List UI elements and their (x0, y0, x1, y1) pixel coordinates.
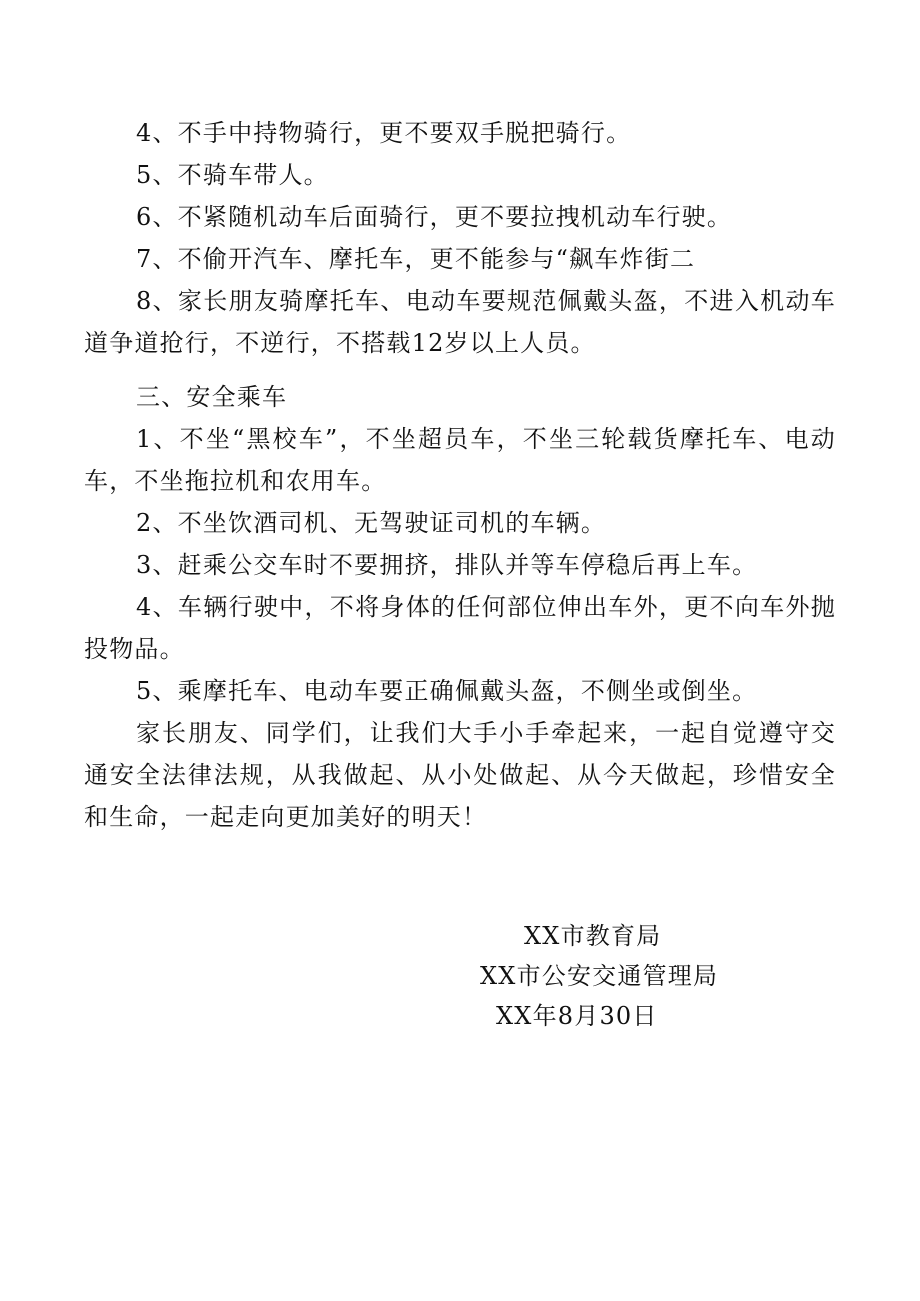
list-item: 5、不骑车带人。 (136, 161, 329, 189)
signature-org-traffic-bureau: XX市公安交通管理局 (480, 962, 719, 990)
document-body (84, 112, 836, 838)
list-item: 3、赶乘公交车时不要拥挤，排队并等车停稳后再上车。 (136, 551, 758, 579)
list-item: 2、不坐饮酒司机、无驾驶证司机的车辆。 (136, 509, 607, 537)
signature-org-education-bureau: XX市教育局 (524, 922, 662, 950)
list-item: 5、乘摩托车、电动车要正确佩戴头盔，不侧坐或倒坐。 (136, 677, 758, 705)
closing-paragraph: 家长朋友、同学们，让我们大手小手牵起来，一起自觉遵守交通安全法律法规，从我做起、从小处做起、从今天做起，珍惜安全和生命，一起走向更加美好的明天！ (84, 719, 836, 831)
list-item: 7、不偷开汽车、摩托车，更不能参与“飙车炸街二 (136, 245, 696, 273)
list-item: 1、不坐“黑校车”，不坐超员车，不坐三轮载货摩托车、电动车，不坐拖拉机和农用车。 (84, 425, 836, 495)
list-item: 6、不紧随机动车后面骑行，更不要拉拽机动车行驶。 (136, 203, 733, 231)
list-item: 4、车辆行驶中，不将身体的任何部位伸出车外，更不向车外抛投物品。 (84, 593, 836, 663)
section-heading-safe-riding: 三、安全乘车 (136, 383, 288, 411)
list-item: 8、家长朋友骑摩托车、电动车要规范佩戴头盔，不进入机动车道争道抢行，不逆行，不搭载12岁以上人员。 (84, 287, 836, 357)
list-item: 4、不手中持物骑行，更不要双手脱把骑行。 (136, 119, 632, 147)
signature-date: XX年8月30日 (496, 1002, 658, 1030)
